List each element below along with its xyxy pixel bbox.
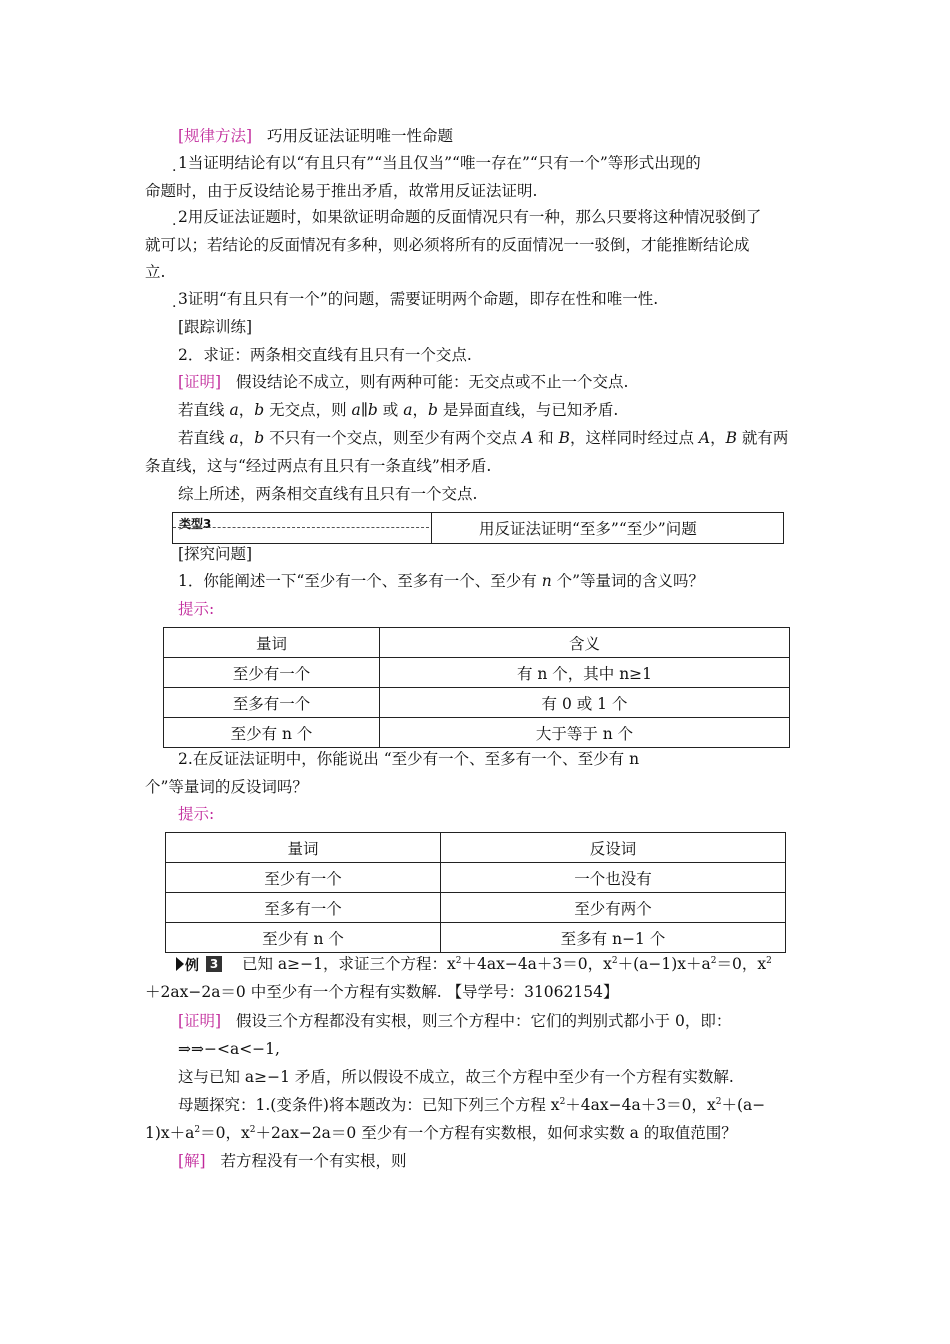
table-cell: 至多有 n−1 个	[441, 923, 786, 953]
table-row	[164, 658, 790, 688]
example-line2: ＋2ax−2a＝0 中至少有一个方程有实数解. 【导学号：31062154】	[145, 983, 619, 1001]
rule-title: 巧用反证法证明唯一性命题	[267, 127, 454, 145]
rule-p2-line2: 就可以；若结论的反面情况有多种，则必须将所有的反面情况一一驳倒，才能推断结论成	[145, 236, 750, 254]
proof-tag: [证明]	[178, 1012, 222, 1030]
bullet-dot: .	[172, 295, 177, 311]
explore-question-1: 1．你能阐述一下“至少有一个、至多有一个、至少有 n 个”等量词的含义吗？	[178, 572, 705, 590]
table-cell: 至少有 n 个	[164, 718, 380, 748]
training-proof-line2: 若直线 a，b 无交点，则 a∥b 或 a，b 是异面直线，与已知矛盾.	[178, 401, 619, 419]
table-cell: 至少有两个	[441, 893, 786, 923]
table-header-cell: 量词	[166, 833, 441, 863]
type-title: 用反证法证明“至多”“至少”问题	[479, 520, 697, 538]
example-word: 例	[185, 958, 199, 974]
bullet-dot: .	[172, 213, 177, 229]
proof-tag: [证明]	[178, 373, 222, 391]
table-header-row	[166, 833, 786, 863]
quantifier-negation-table	[165, 832, 786, 953]
table-cell: 有 0 或 1 个	[380, 688, 790, 718]
table-row	[166, 923, 786, 953]
proof-text: 假设结论不成立，则有两种可能：无交点或不止一个交点.	[236, 373, 629, 391]
table-header-cell: 量词	[164, 628, 380, 658]
training-proof-line5: 综上所述，两条相交直线有且只有一个交点.	[178, 485, 478, 503]
table-header-row	[164, 628, 790, 658]
type-section-header	[172, 512, 784, 544]
table-cell: 至多有一个	[164, 688, 380, 718]
type-tag: 类型3	[179, 517, 212, 531]
explore-question-2-line1: 2.在反证法证明中，你能说出 “至少有一个、至多有一个、至少有 n	[178, 750, 640, 768]
training-question: 2．求证：两条相交直线有且只有一个交点.	[178, 346, 472, 364]
example-proof-line1	[178, 1011, 731, 1031]
explore-question-2-line2: 个”等量词的反设词吗？	[145, 778, 308, 796]
table-header-cell: 含义	[380, 628, 790, 658]
training-proof-line3: 若直线 a，b 不只有一个交点，则至少有两个交点 A 和 B，这样同时经过点 A，B 就有两	[178, 429, 789, 447]
table-cell: 一个也没有	[441, 863, 786, 893]
example-line1: 已知 a≥−1，求证三个方程：$x^2+4ax-4a+3=0$，$x^2+(a-1)x+a^2=0$，$x^2$	[242, 955, 772, 973]
dashed-divider	[173, 527, 429, 528]
quantifier-meaning-table	[163, 627, 790, 748]
triangle-icon	[176, 957, 184, 971]
mother-question-line2: $1)x+a^2=0$，$x^2+2ax-2a=0$ 至少有一个方程有实数根，如何求实数 a 的取值范围？	[145, 1124, 737, 1142]
bullet-dot: .	[172, 159, 177, 175]
rule-tag: [规律方法]	[178, 127, 253, 145]
example-proof-line3: 这与已知 a≥−1 矛盾，所以假设不成立，故三个方程中至少有一个方程有实数解.	[178, 1068, 734, 1086]
solution-line1	[178, 1151, 407, 1171]
table-cell: 有 n 个，其中 n≥1	[380, 658, 790, 688]
rule-p3: 3证明“有且只有一个”的问题，需要证明两个命题，即存在性和唯一性.	[178, 290, 659, 308]
hint-label-2: 提示:	[178, 805, 215, 823]
table-cell: 至少有一个	[166, 863, 441, 893]
rule-p2-line3: 立.	[145, 263, 166, 281]
table-row	[166, 893, 786, 923]
table-row	[166, 863, 786, 893]
explore-tag: [探究问题]	[178, 545, 253, 563]
table-row	[164, 718, 790, 748]
proof-text: 假设三个方程都没有实根，则三个方程中：它们的判别式都小于 0，即：	[236, 1012, 732, 1030]
table-cell: 大于等于 n 个	[380, 718, 790, 748]
table-cell: 至少有一个	[164, 658, 380, 688]
mother-question-line1: 母题探究：1.(变条件)将本题改为：已知下列三个方程 $x^2+4ax-4a+3=0$，$x^2+(a-$	[178, 1096, 766, 1114]
table-cell: 至多有一个	[166, 893, 441, 923]
table-header-cell: 反设词	[441, 833, 786, 863]
rule-p2-line1: 2用反证法证题时，如果欲证明命题的反面情况只有一种，那么只要将这种情况驳倒了	[178, 208, 762, 226]
rule-heading	[178, 126, 453, 146]
example-number: 3	[206, 956, 222, 972]
rule-p1-line2: 命题时，由于反设结论易于推出矛盾，故常用反证法证明.	[145, 182, 538, 200]
table-row	[164, 688, 790, 718]
example-badge	[176, 955, 226, 973]
solution-text: 若方程没有一个有实根，则	[220, 1152, 407, 1170]
training-proof-line1	[178, 372, 628, 392]
example-proof-line2: ⇒⇒−<a<−1,	[178, 1040, 280, 1058]
training-tag: [跟踪训练]	[178, 318, 253, 336]
table-cell: 至少有 n 个	[166, 923, 441, 953]
training-proof-line4: 条直线，这与“经过两点有且只有一条直线”相矛盾.	[145, 457, 492, 475]
header-separator	[431, 513, 432, 543]
hint-label: 提示:	[178, 600, 215, 618]
solution-tag: [解]	[178, 1152, 206, 1170]
rule-p1-line1: 1当证明结论有以“有且只有”“当且仅当”“唯一存在”“只有一个”等形式出现的	[178, 154, 701, 172]
